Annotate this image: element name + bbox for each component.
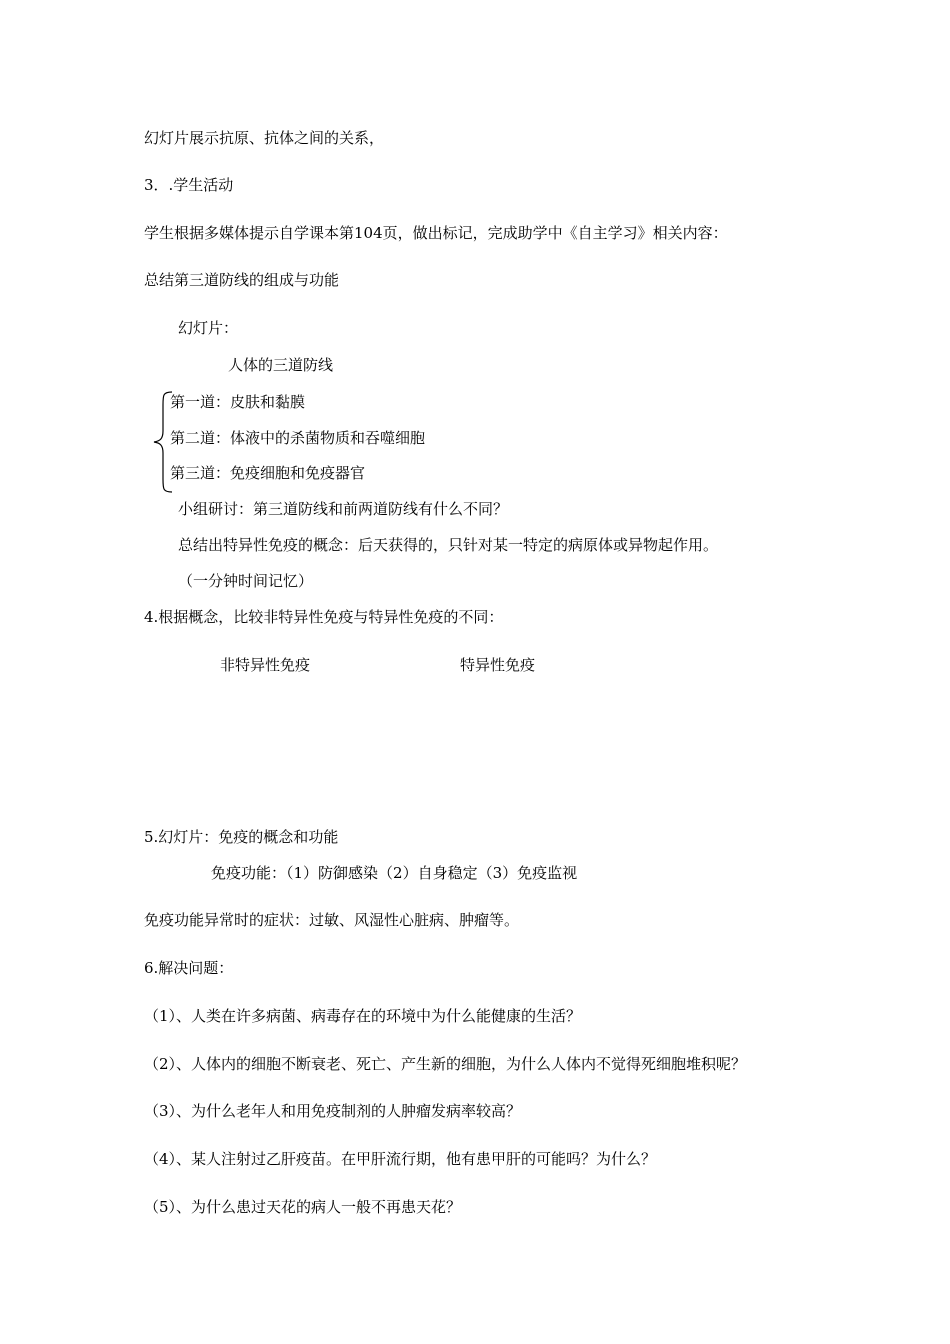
intro-text: 幻灯片展示抗原、抗体之间的关系， (144, 129, 385, 147)
slide-label: 幻灯片： (178, 319, 239, 337)
defense-line-2: 第二道：体液中的杀菌物质和吞噬细胞 (170, 429, 426, 447)
question-4: （4）、某人注射过乙肝疫苗。在甲肝流行期，他有患甲肝的可能吗？为什么？ (144, 1150, 657, 1168)
defense-line-1: 第一道：皮肤和黏膜 (170, 393, 306, 411)
defense-line-3: 第三道：免疫细胞和免疫器官 (170, 464, 366, 482)
abnormal-symptoms: 免疫功能异常时的症状：过敏、风湿性心脏病、肿瘤等。 (144, 911, 520, 929)
section6-title: 6.解决问题： (144, 959, 234, 977)
memorize-note: （一分钟时间记忆） (178, 572, 314, 590)
question-3: （3）、为什么老年人和用免疫制剂的人肿瘤发病率较高？ (144, 1102, 522, 1120)
section5-title: 5.幻灯片：免疫的概念和功能 (144, 828, 339, 846)
question-5: （5）、为什么患过天花的病人一般不再患天花？ (144, 1198, 462, 1216)
compare-right-heading: 特异性免疫 (460, 656, 536, 674)
section3-title: 3．.学生活动 (144, 176, 234, 194)
section4-title: 4.根据概念，比较非特异性免疫与特异性免疫的不同： (144, 608, 504, 626)
summary-title: 总结第三道防线的组成与功能 (144, 271, 340, 289)
immune-functions: 免疫功能：（1）防御感染（2）自身稳定（3）免疫监视 (211, 864, 578, 882)
question-1: （1）、人类在许多病菌、病毒存在的环境中为什么能健康的生活？ (144, 1007, 582, 1025)
compare-left-heading: 非特异性免疫 (220, 656, 311, 674)
group-discussion: 小组研讨：第三道防线和前两道防线有什么不同？ (178, 500, 509, 518)
specific-immunity-concept: 总结出特异性免疫的概念：后天获得的，只针对某一特定的病原体或异物起作用。 (178, 536, 719, 554)
slide-title: 人体的三道防线 (228, 356, 334, 374)
question-2: （2）、人体内的细胞不断衰老、死亡、产生新的细胞，为什么人体内不觉得死细胞堆积呢？ (144, 1055, 747, 1073)
section3-text: 学生根据多媒体提示自学课本第104页，做出标记，完成助学中《自主学习》相关内容： (144, 224, 728, 242)
